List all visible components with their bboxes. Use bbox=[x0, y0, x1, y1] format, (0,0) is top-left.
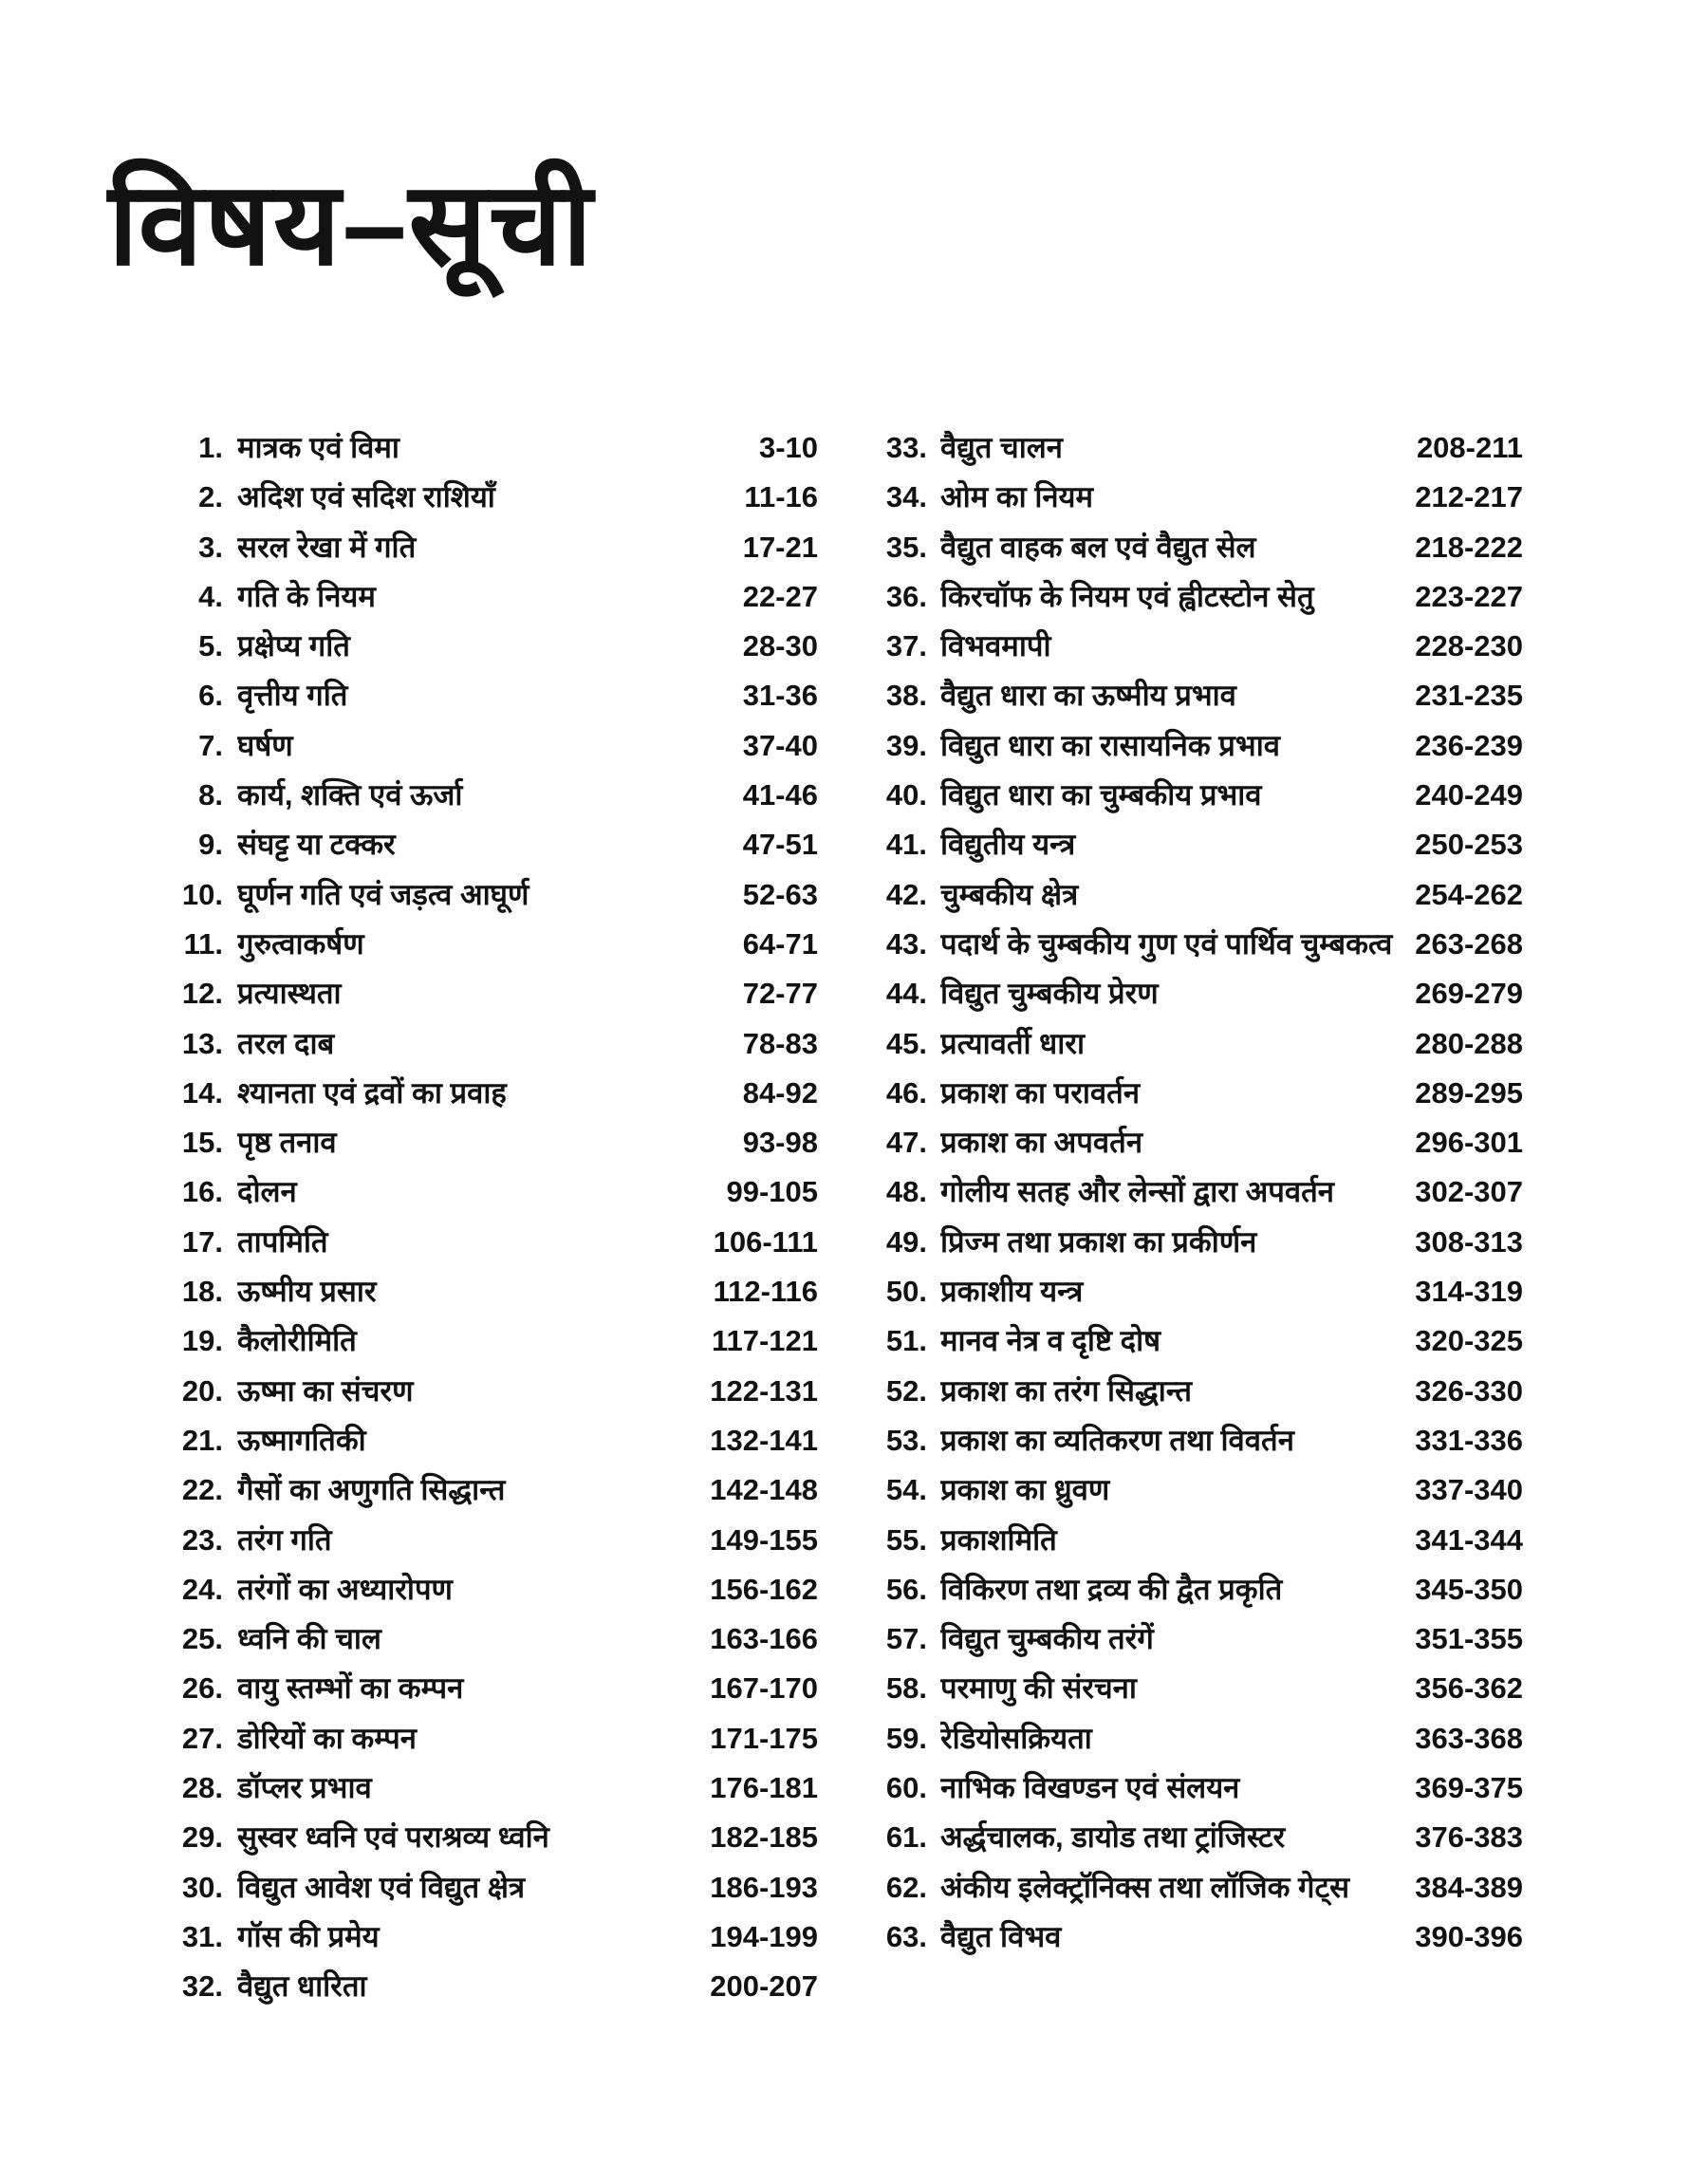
toc-entry-title: परमाणु की संरचना bbox=[940, 1671, 1137, 1706]
toc-entry-number: 45. bbox=[885, 1026, 927, 1060]
toc-entry bbox=[142, 1614, 818, 1664]
toc-entry-title: गैसों का अणुगति सिद्धान्त bbox=[237, 1473, 506, 1507]
toc-entry-number: 32. bbox=[181, 1969, 223, 2004]
toc-entry bbox=[142, 1962, 818, 2011]
toc-entry-title: वैद्युत चालन bbox=[940, 431, 1063, 464]
toc-entry bbox=[142, 1167, 818, 1217]
toc-entry bbox=[142, 1516, 818, 1565]
toc-entry-title: रेडियोसक्रियता bbox=[940, 1721, 1092, 1755]
toc-entry-title: विकिरण तथा द्रव्य की द्वैत प्रकृति bbox=[940, 1572, 1283, 1606]
toc-entry-number: 54. bbox=[885, 1473, 927, 1507]
toc-entry-pages: 41-46 bbox=[742, 778, 818, 812]
toc-entry-pages: 149-155 bbox=[710, 1522, 818, 1557]
toc-entry bbox=[142, 572, 818, 622]
toc-entry-number: 2. bbox=[198, 480, 223, 514]
toc-entry-title: डॉप्लर प्रभाव bbox=[237, 1771, 372, 1805]
toc-entry-title: वैद्युत धारा का ऊष्मीय प्रभाव bbox=[940, 679, 1236, 713]
toc-entry-pages: 72-77 bbox=[742, 977, 818, 1011]
toc-entry-title: कैलोरीमिति bbox=[237, 1324, 357, 1358]
toc-entry-title: मानव नेत्र व दृष्टि दोष bbox=[940, 1324, 1161, 1358]
toc-entry-title: घर्षण bbox=[237, 728, 293, 762]
toc-entry-number: 55. bbox=[885, 1522, 927, 1557]
toc-entry-title: पदार्थ के चुम्बकीय गुण एवं पार्थिव चुम्बकत्व bbox=[940, 926, 1393, 961]
toc-entry bbox=[142, 1813, 818, 1862]
toc-entry bbox=[857, 1019, 1523, 1069]
toc-entry-number: 48. bbox=[885, 1175, 927, 1209]
toc-entry-pages: 208-211 bbox=[1416, 431, 1523, 464]
toc-entry-title: विद्युत धारा का चुम्बकीय प्रभाव bbox=[940, 778, 1262, 812]
toc-entry-title: ओम का नियम bbox=[940, 480, 1094, 514]
toc-entry-pages: 156-162 bbox=[710, 1572, 818, 1606]
toc-entry-number: 9. bbox=[198, 828, 223, 862]
toc-entry-pages: 345-350 bbox=[1415, 1572, 1523, 1606]
toc-entry-title: मात्रक एवं विमा bbox=[237, 431, 399, 464]
toc-entry-title: प्रकाशीय यन्त्र bbox=[940, 1275, 1084, 1309]
toc-entry-pages: 163-166 bbox=[710, 1622, 818, 1656]
toc-entry-title: प्रकाशमिति bbox=[940, 1522, 1057, 1557]
toc-entry bbox=[142, 1664, 818, 1713]
toc-entry-pages: 369-375 bbox=[1415, 1771, 1523, 1805]
toc-entry-number: 12. bbox=[181, 977, 223, 1011]
toc-entry-title: तरंगों का अध्यारोपण bbox=[237, 1572, 453, 1606]
toc-entry bbox=[142, 1218, 818, 1267]
toc-entry-pages: 52-63 bbox=[742, 877, 818, 911]
toc-entry-number: 13. bbox=[181, 1026, 223, 1060]
toc-entry-pages: 308-313 bbox=[1415, 1224, 1523, 1259]
toc-entry-pages: 363-368 bbox=[1415, 1721, 1523, 1755]
toc-entry-number: 58. bbox=[885, 1671, 927, 1706]
toc-entry-title: सरल रेखा में गति bbox=[237, 530, 417, 564]
toc-entry bbox=[857, 622, 1523, 671]
toc-entry-pages: 390-396 bbox=[1415, 1919, 1523, 1953]
toc-entry-number: 38. bbox=[885, 679, 927, 713]
toc-entry-title: गोलीय सतह और लेन्सों द्वारा अपवर्तन bbox=[940, 1175, 1335, 1209]
toc-entry bbox=[142, 1714, 818, 1763]
toc-entry-pages: 142-148 bbox=[710, 1473, 818, 1507]
toc-entry-pages: 200-207 bbox=[710, 1969, 818, 2004]
toc-entry bbox=[857, 1069, 1523, 1118]
toc-entry-number: 52. bbox=[885, 1373, 927, 1408]
toc-entry-number: 23. bbox=[181, 1522, 223, 1557]
toc-entry bbox=[142, 1019, 818, 1069]
toc-entry-number: 59. bbox=[885, 1721, 927, 1755]
toc-entry bbox=[857, 473, 1523, 522]
toc-entry bbox=[142, 771, 818, 820]
toc-entry bbox=[142, 423, 818, 473]
toc-entry-number: 1. bbox=[198, 431, 223, 464]
toc-entry-title: अदिश एवं सदिश राशियाँ bbox=[237, 480, 495, 514]
toc-entry-number: 5. bbox=[198, 629, 223, 663]
toc-entry-title: पृष्ठ तनाव bbox=[237, 1126, 337, 1160]
toc-entry bbox=[142, 969, 818, 1018]
toc-entry-number: 62. bbox=[885, 1870, 927, 1904]
toc-entry-pages: 11-16 bbox=[744, 480, 818, 514]
toc-entry-title: विद्युतीय यन्त्र bbox=[940, 828, 1076, 862]
toc-entry bbox=[857, 870, 1523, 920]
toc-entry bbox=[857, 1465, 1523, 1515]
toc-entry-title: प्रकाश का ध्रुवण bbox=[940, 1473, 1110, 1507]
toc-entry-pages: 289-295 bbox=[1415, 1075, 1523, 1110]
toc-entry-title: ऊष्मा का संचरण bbox=[237, 1373, 414, 1408]
toc-entry-number: 63. bbox=[885, 1919, 927, 1953]
toc-entry-title: डोरियों का कम्पन bbox=[237, 1721, 417, 1755]
toc-entry-title: तरंग गति bbox=[237, 1522, 332, 1557]
toc-entry-pages: 17-21 bbox=[742, 530, 818, 564]
toc-entry-title: वृत्तीय गति bbox=[237, 679, 348, 713]
toc-entry-number: 24. bbox=[181, 1572, 223, 1606]
toc-entry-number: 40. bbox=[885, 778, 927, 812]
toc-entry bbox=[142, 1316, 818, 1366]
toc-entry-pages: 93-98 bbox=[742, 1126, 818, 1160]
toc-entry bbox=[857, 969, 1523, 1018]
toc-entry-number: 46. bbox=[885, 1075, 927, 1110]
toc-entry bbox=[142, 1118, 818, 1167]
toc-entry bbox=[857, 1416, 1523, 1465]
toc-entry-pages: 22-27 bbox=[742, 579, 818, 613]
toc-entry bbox=[142, 671, 818, 720]
toc-entry-number: 30. bbox=[181, 1870, 223, 1904]
toc-entry-title: दोलन bbox=[237, 1175, 297, 1209]
toc-entry-number: 3. bbox=[198, 530, 223, 564]
toc-entry-number: 57. bbox=[885, 1622, 927, 1656]
toc-entry-number: 17. bbox=[181, 1224, 223, 1259]
toc-entry-number: 22. bbox=[181, 1473, 223, 1507]
toc-entry-number: 26. bbox=[181, 1671, 223, 1706]
toc-entry-pages: 263-268 bbox=[1415, 926, 1523, 961]
toc-entry-number: 35. bbox=[885, 530, 927, 564]
toc-entry-pages: 31-36 bbox=[742, 679, 818, 713]
toc-entry-number: 19. bbox=[181, 1324, 223, 1358]
toc-entry-pages: 236-239 bbox=[1415, 728, 1523, 762]
toc-entry-title: कार्य, शक्ति एवं ऊर्जा bbox=[237, 778, 463, 812]
toc-entry-title: विद्युत आवेश एवं विद्युत क्षेत्र bbox=[237, 1870, 526, 1904]
toc-entry-pages: 337-340 bbox=[1415, 1473, 1523, 1507]
toc-entry-title: प्रकाश का तरंग सिद्धान्त bbox=[940, 1373, 1193, 1408]
toc-entry-pages: 296-301 bbox=[1415, 1126, 1523, 1160]
toc-entry-title: प्रकाश का व्यतिकरण तथा विवर्तन bbox=[940, 1423, 1294, 1457]
toc-entry-title: ध्वनि की चाल bbox=[237, 1622, 381, 1656]
toc-entry-number: 33. bbox=[885, 431, 927, 464]
toc-entry bbox=[857, 1565, 1523, 1614]
toc-entry-pages: 186-193 bbox=[710, 1870, 818, 1904]
toc-entry bbox=[142, 473, 818, 522]
toc-entry-pages: 314-319 bbox=[1415, 1275, 1523, 1309]
toc-entry-title: चुम्बकीय क्षेत्र bbox=[940, 877, 1079, 911]
toc-entry-pages: 194-199 bbox=[710, 1919, 818, 1953]
toc-entry-title: गुरुत्वाकर्षण bbox=[237, 926, 364, 961]
toc-entry-title: अंकीय इलेक्ट्रॉनिक्स तथा लॉजिक गेट्स bbox=[940, 1870, 1350, 1904]
toc-entry bbox=[142, 1863, 818, 1912]
toc-entry-pages: 356-362 bbox=[1415, 1671, 1523, 1706]
toc-entry bbox=[142, 1267, 818, 1316]
toc-entry-number: 20. bbox=[181, 1373, 223, 1408]
toc-entry-number: 15. bbox=[181, 1126, 223, 1160]
toc-entry-title: प्रक्षेप्य गति bbox=[237, 629, 350, 663]
toc-entry bbox=[857, 1813, 1523, 1862]
toc-entry-number: 47. bbox=[885, 1126, 927, 1160]
toc-entry-title: ऊष्मीय प्रसार bbox=[237, 1275, 377, 1309]
toc-entry-pages: 112-116 bbox=[713, 1275, 818, 1309]
toc-entry-title: विद्युत चुम्बकीय तरंगें bbox=[940, 1622, 1154, 1656]
toc-entry-pages: 280-288 bbox=[1415, 1026, 1523, 1060]
toc-entry-number: 27. bbox=[181, 1721, 223, 1755]
toc-entry-pages: 37-40 bbox=[742, 728, 818, 762]
toc-entry-pages: 228-230 bbox=[1415, 629, 1523, 663]
toc-entry-pages: 212-217 bbox=[1415, 480, 1523, 514]
toc-entry-number: 39. bbox=[885, 728, 927, 762]
toc-entry-number: 44. bbox=[885, 977, 927, 1011]
toc-entry-number: 14. bbox=[181, 1075, 223, 1110]
toc-entry-pages: 218-222 bbox=[1415, 530, 1523, 564]
toc-entry-pages: 254-262 bbox=[1415, 877, 1523, 911]
toc-entry-pages: 132-141 bbox=[710, 1423, 818, 1457]
toc-entry-title: ऊष्मागतिकी bbox=[237, 1423, 366, 1457]
toc-entry-number: 36. bbox=[885, 579, 927, 613]
toc-entry bbox=[857, 721, 1523, 771]
toc-entry bbox=[142, 870, 818, 920]
toc-entry-pages: 341-344 bbox=[1415, 1522, 1523, 1557]
toc-entry bbox=[857, 671, 1523, 720]
toc-entry-pages: 320-325 bbox=[1415, 1324, 1523, 1358]
toc-entry-number: 34. bbox=[885, 480, 927, 514]
toc-entry-number: 6. bbox=[198, 679, 223, 713]
toc-entry-pages: 28-30 bbox=[742, 629, 818, 663]
toc-entry-pages: 331-336 bbox=[1415, 1423, 1523, 1457]
toc-entry bbox=[142, 820, 818, 869]
toc-entry-title: विद्युत चुम्बकीय प्रेरण bbox=[940, 977, 1159, 1011]
toc-entry bbox=[857, 572, 1523, 622]
toc-entry-number: 51. bbox=[885, 1324, 927, 1358]
toc-entry-number: 37. bbox=[885, 629, 927, 663]
toc-entry-pages: 99-105 bbox=[726, 1175, 818, 1209]
toc-entry-number: 11. bbox=[183, 926, 223, 961]
toc-entry-number: 42. bbox=[885, 877, 927, 911]
toc-entry-pages: 376-383 bbox=[1415, 1820, 1523, 1855]
toc-entry-number: 10. bbox=[181, 877, 223, 911]
toc-entry-number: 53. bbox=[885, 1423, 927, 1457]
toc-entry bbox=[142, 1416, 818, 1465]
toc-entry-title: प्रत्यास्थता bbox=[237, 977, 342, 1011]
toc-entry-number: 29. bbox=[181, 1820, 223, 1855]
toc-entry-title: वैद्युत धारिता bbox=[237, 1969, 367, 2004]
toc-entry-number: 4. bbox=[198, 579, 223, 613]
toc-entry bbox=[857, 1763, 1523, 1813]
toc-entry-pages: 223-227 bbox=[1415, 579, 1523, 613]
toc-entry-pages: 176-181 bbox=[710, 1771, 818, 1805]
toc-entry bbox=[142, 1069, 818, 1118]
toc-entry-number: 43. bbox=[885, 926, 927, 961]
toc-entry-number: 7. bbox=[198, 728, 223, 762]
toc-entry-title: प्रकाश का अपवर्तन bbox=[940, 1126, 1143, 1160]
toc-entry bbox=[857, 1912, 1523, 1962]
toc-entry-pages: 182-185 bbox=[710, 1820, 818, 1855]
toc-entry-pages: 3-10 bbox=[758, 431, 818, 464]
toc-entry-pages: 326-330 bbox=[1415, 1373, 1523, 1408]
toc-entry-number: 49. bbox=[885, 1224, 927, 1259]
toc-entry bbox=[857, 423, 1523, 473]
toc-entry-title: प्रत्यावर्ती धारा bbox=[940, 1026, 1085, 1060]
toc-entry-pages: 117-121 bbox=[711, 1324, 818, 1358]
toc-entry bbox=[857, 820, 1523, 869]
toc-entry bbox=[142, 721, 818, 771]
toc-entry-title: प्रकाश का परावर्तन bbox=[940, 1075, 1141, 1110]
toc-entry-title: संघट्ट या टक्कर bbox=[237, 828, 396, 862]
toc-entry bbox=[857, 1316, 1523, 1366]
page-title: विषय–सूची bbox=[108, 159, 595, 289]
toc-entry-title: विभवमापी bbox=[940, 629, 1051, 663]
toc-entry-title: वैद्युत वाहक बल एवं वैद्युत सेल bbox=[940, 530, 1256, 564]
toc-entry bbox=[142, 1763, 818, 1813]
toc-right-column bbox=[857, 423, 1523, 1962]
toc-entry-title: गति के नियम bbox=[237, 579, 376, 613]
toc-entry-pages: 250-253 bbox=[1415, 828, 1523, 862]
toc-entry bbox=[857, 1267, 1523, 1316]
toc-entry bbox=[857, 1367, 1523, 1416]
toc-entry-pages: 269-279 bbox=[1415, 977, 1523, 1011]
toc-entry-title: अर्द्धचालक, डायोड तथा ट्रांजिस्टर bbox=[940, 1820, 1286, 1855]
toc-entry bbox=[857, 1167, 1523, 1217]
toc-entry bbox=[142, 1565, 818, 1614]
toc-entry-number: 50. bbox=[885, 1275, 927, 1309]
toc-entry-pages: 78-83 bbox=[742, 1026, 818, 1060]
toc-entry-number: 60. bbox=[885, 1771, 927, 1805]
toc-entry-number: 21. bbox=[181, 1423, 223, 1457]
toc-entry bbox=[142, 1367, 818, 1416]
toc-entry-title: प्रिज्म तथा प्रकाश का प्रकीर्णन bbox=[940, 1224, 1257, 1259]
toc-entry-pages: 84-92 bbox=[742, 1075, 818, 1110]
toc-entry-pages: 106-111 bbox=[713, 1224, 818, 1259]
toc-entry-number: 18. bbox=[181, 1275, 223, 1309]
toc-entry-title: वैद्युत विभव bbox=[940, 1919, 1062, 1953]
toc-entry bbox=[857, 1614, 1523, 1664]
toc-entry-number: 56. bbox=[885, 1572, 927, 1606]
toc-entry-pages: 167-170 bbox=[710, 1671, 818, 1706]
toc-entry-pages: 302-307 bbox=[1415, 1175, 1523, 1209]
toc-entry bbox=[857, 523, 1523, 572]
toc-entry-number: 16. bbox=[181, 1175, 223, 1209]
toc-entry-title: विद्युत धारा का रासायनिक प्रभाव bbox=[940, 728, 1280, 762]
toc-left-column bbox=[142, 423, 818, 2012]
toc-entry-number: 61. bbox=[885, 1820, 927, 1855]
toc-entry bbox=[142, 1465, 818, 1515]
toc-entry-title: किरचॉफ के नियम एवं ह्वीटस्टोन सेतु bbox=[940, 579, 1314, 613]
toc-entry-pages: 171-175 bbox=[710, 1721, 818, 1755]
toc-entry-title: वायु स्तम्भों का कम्पन bbox=[237, 1671, 464, 1706]
toc-entry-number: 25. bbox=[181, 1622, 223, 1656]
toc-entry-pages: 47-51 bbox=[742, 828, 818, 862]
toc-entry-pages: 240-249 bbox=[1415, 778, 1523, 812]
toc-entry-number: 41. bbox=[885, 828, 927, 862]
toc-entry-pages: 64-71 bbox=[742, 926, 818, 961]
toc-entry bbox=[857, 1714, 1523, 1763]
toc-entry bbox=[857, 1516, 1523, 1565]
toc-entry-title: गॉस की प्रमेय bbox=[237, 1919, 380, 1953]
toc-entry bbox=[857, 771, 1523, 820]
toc-entry bbox=[142, 622, 818, 671]
toc-entry-pages: 231-235 bbox=[1415, 679, 1523, 713]
toc-entry bbox=[857, 1118, 1523, 1167]
toc-entry-title: नाभिक विखण्डन एवं संलयन bbox=[940, 1771, 1240, 1805]
toc-entry bbox=[857, 1218, 1523, 1267]
toc-entry-number: 31. bbox=[181, 1919, 223, 1953]
toc-entry-pages: 384-389 bbox=[1415, 1870, 1523, 1904]
toc-entry-title: तापमिति bbox=[237, 1224, 328, 1259]
toc-entry-title: तरल दाब bbox=[237, 1026, 335, 1060]
toc-entry-pages: 351-355 bbox=[1415, 1622, 1523, 1656]
toc-entry bbox=[857, 920, 1523, 969]
toc-entry bbox=[142, 523, 818, 572]
toc-entry bbox=[857, 1664, 1523, 1713]
toc-entry-title: घूर्णन गति एवं जड़त्व आघूर्ण bbox=[237, 877, 529, 911]
toc-entry bbox=[857, 1863, 1523, 1912]
toc-entry-title: सुस्वर ध्वनि एवं पराश्रव्य ध्वनि bbox=[237, 1820, 549, 1855]
toc-entry-title: श्यानता एवं द्रवों का प्रवाह bbox=[237, 1075, 507, 1110]
toc-entry bbox=[142, 1912, 818, 1962]
toc-entry-number: 28. bbox=[181, 1771, 223, 1805]
toc-entry bbox=[142, 920, 818, 969]
toc-entry-pages: 122-131 bbox=[710, 1373, 818, 1408]
toc-entry-number: 8. bbox=[198, 778, 223, 812]
